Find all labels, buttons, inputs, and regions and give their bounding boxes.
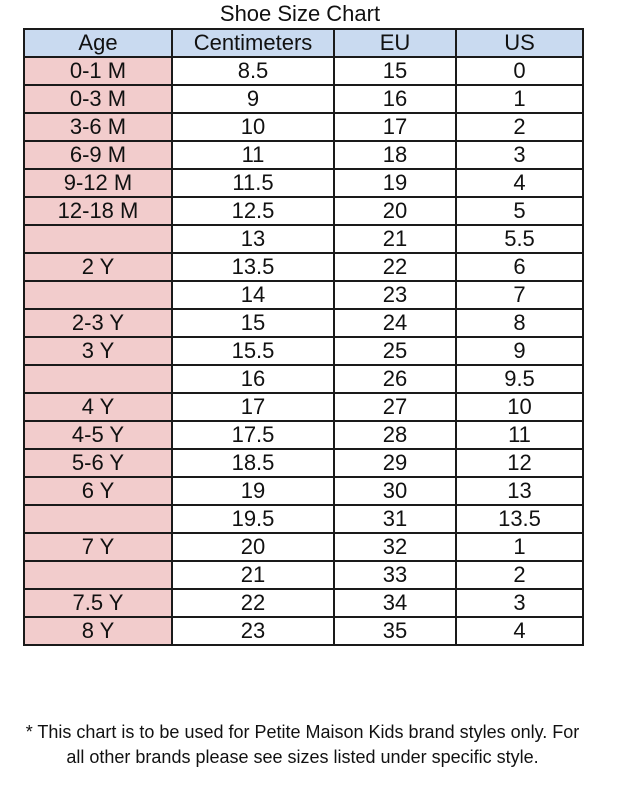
header-us: US — [456, 29, 583, 57]
eu-cell: 32 — [334, 533, 456, 561]
table-row — [24, 113, 583, 141]
us-cell: 11 — [456, 421, 583, 449]
age-cell: 4-5 Y — [24, 421, 172, 449]
us-cell: 5 — [456, 197, 583, 225]
eu-cell: 27 — [334, 393, 456, 421]
centimeters-cell: 15.5 — [172, 337, 334, 365]
age-cell — [24, 281, 172, 309]
eu-cell: 28 — [334, 421, 456, 449]
us-cell: 0 — [456, 57, 583, 85]
footnote: * This chart is to be used for Petite Maison Kids brand styles only. For all other brands please see sizes listed under specific style. — [25, 722, 580, 767]
age-cell: 7.5 Y — [24, 589, 172, 617]
table-row — [24, 365, 583, 393]
centimeters-cell: 19 — [172, 477, 334, 505]
table-row — [24, 85, 583, 113]
eu-cell: 21 — [334, 225, 456, 253]
age-cell: 5-6 Y — [24, 449, 172, 477]
table-row — [24, 561, 583, 589]
age-cell: 0-1 M — [24, 57, 172, 85]
eu-cell: 31 — [334, 505, 456, 533]
us-cell: 12 — [456, 449, 583, 477]
us-cell: 13 — [456, 477, 583, 505]
us-cell: 13.5 — [456, 505, 583, 533]
centimeters-cell: 23 — [172, 617, 334, 645]
us-cell: 9 — [456, 337, 583, 365]
centimeters-cell: 11 — [172, 141, 334, 169]
table-row — [24, 57, 583, 85]
centimeters-cell: 11.5 — [172, 169, 334, 197]
centimeters-cell: 14 — [172, 281, 334, 309]
eu-cell: 20 — [334, 197, 456, 225]
header-centimeters: Centimeters — [172, 29, 334, 57]
age-cell — [24, 561, 172, 589]
age-cell: 0-3 M — [24, 85, 172, 113]
age-cell: 3-6 M — [24, 113, 172, 141]
us-cell: 6 — [456, 253, 583, 281]
header-age: Age — [24, 29, 172, 57]
table-row — [24, 505, 583, 533]
shoe-size-table — [23, 28, 584, 646]
table-row — [24, 617, 583, 645]
eu-cell: 25 — [334, 337, 456, 365]
centimeters-cell: 19.5 — [172, 505, 334, 533]
centimeters-cell: 20 — [172, 533, 334, 561]
us-cell: 5.5 — [456, 225, 583, 253]
centimeters-cell: 21 — [172, 561, 334, 589]
centimeters-cell: 9 — [172, 85, 334, 113]
age-cell — [24, 505, 172, 533]
centimeters-cell: 18.5 — [172, 449, 334, 477]
eu-cell: 30 — [334, 477, 456, 505]
centimeters-cell: 15 — [172, 309, 334, 337]
us-cell: 10 — [456, 393, 583, 421]
centimeters-cell: 16 — [172, 365, 334, 393]
centimeters-cell: 13.5 — [172, 253, 334, 281]
age-cell: 8 Y — [24, 617, 172, 645]
table-row — [24, 169, 583, 197]
table-row — [24, 533, 583, 561]
eu-cell: 15 — [334, 57, 456, 85]
us-cell: 3 — [456, 141, 583, 169]
us-cell: 7 — [456, 281, 583, 309]
table-row — [24, 449, 583, 477]
eu-cell: 24 — [334, 309, 456, 337]
centimeters-cell: 13 — [172, 225, 334, 253]
eu-cell: 18 — [334, 141, 456, 169]
age-cell: 6 Y — [24, 477, 172, 505]
table-row — [24, 253, 583, 281]
age-cell: 3 Y — [24, 337, 172, 365]
eu-cell: 26 — [334, 365, 456, 393]
us-cell: 3 — [456, 589, 583, 617]
table-row — [24, 309, 583, 337]
age-cell — [24, 225, 172, 253]
eu-cell: 17 — [334, 113, 456, 141]
age-cell: 9-12 M — [24, 169, 172, 197]
us-cell: 1 — [456, 533, 583, 561]
eu-cell: 22 — [334, 253, 456, 281]
eu-cell: 35 — [334, 617, 456, 645]
table-row — [24, 225, 583, 253]
table-row — [24, 281, 583, 309]
centimeters-cell: 10 — [172, 113, 334, 141]
table-row — [24, 589, 583, 617]
us-cell: 4 — [456, 169, 583, 197]
table-row — [24, 393, 583, 421]
us-cell: 9.5 — [456, 365, 583, 393]
eu-cell: 34 — [334, 589, 456, 617]
us-cell: 1 — [456, 85, 583, 113]
header-eu: EU — [334, 29, 456, 57]
centimeters-cell: 17.5 — [172, 421, 334, 449]
age-cell: 12-18 M — [24, 197, 172, 225]
table-row — [24, 141, 583, 169]
us-cell: 4 — [456, 617, 583, 645]
age-cell: 2-3 Y — [24, 309, 172, 337]
centimeters-cell: 17 — [172, 393, 334, 421]
eu-cell: 33 — [334, 561, 456, 589]
age-cell: 4 Y — [24, 393, 172, 421]
us-cell: 8 — [456, 309, 583, 337]
us-cell: 2 — [456, 113, 583, 141]
table-row — [24, 421, 583, 449]
table-row — [24, 337, 583, 365]
centimeters-cell: 8.5 — [172, 57, 334, 85]
centimeters-cell: 22 — [172, 589, 334, 617]
table-row — [24, 477, 583, 505]
eu-cell: 29 — [334, 449, 456, 477]
table-header-row — [24, 29, 583, 57]
centimeters-cell: 12.5 — [172, 197, 334, 225]
age-cell: 6-9 M — [24, 141, 172, 169]
table-row — [24, 197, 583, 225]
chart-title: Shoe Size Chart — [219, 1, 381, 26]
eu-cell: 16 — [334, 85, 456, 113]
eu-cell: 19 — [334, 169, 456, 197]
age-cell: 7 Y — [24, 533, 172, 561]
eu-cell: 23 — [334, 281, 456, 309]
us-cell: 2 — [456, 561, 583, 589]
age-cell: 2 Y — [24, 253, 172, 281]
age-cell — [24, 365, 172, 393]
